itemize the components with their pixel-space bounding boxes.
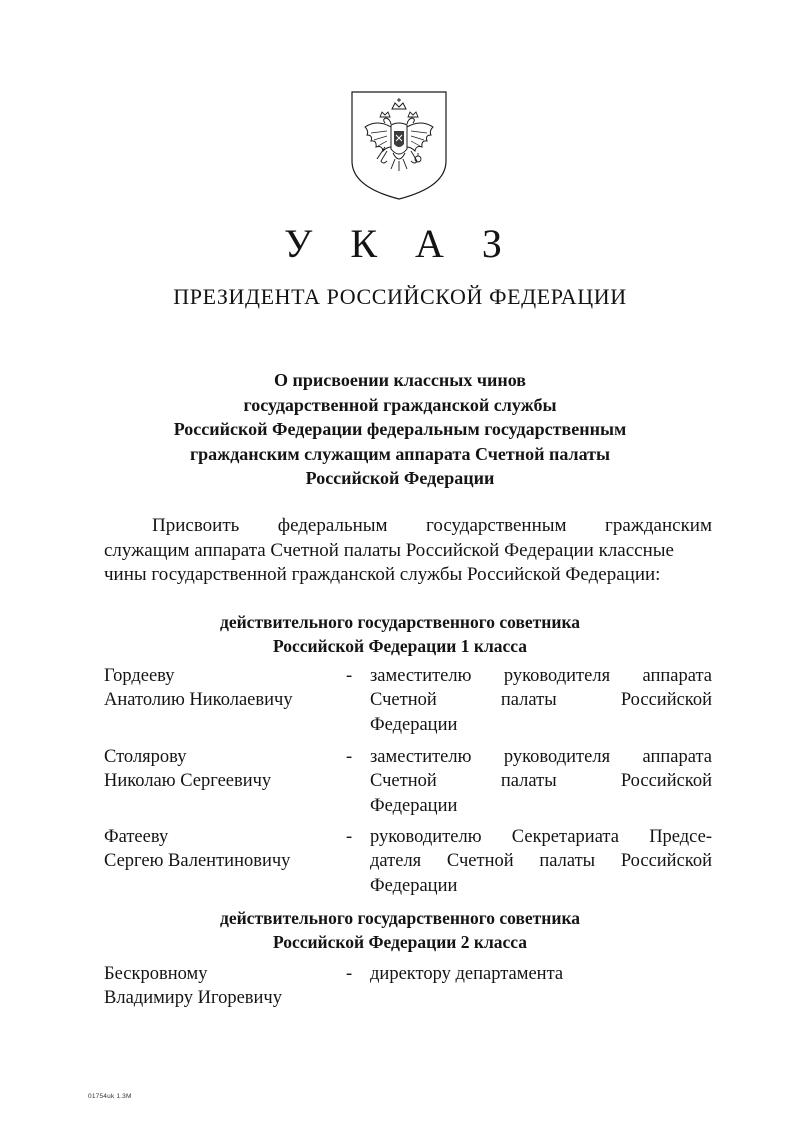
surname: Гордееву bbox=[104, 666, 175, 686]
given-names: Владимиру Игоревичу bbox=[104, 988, 282, 1009]
decree-title: У К А З bbox=[284, 221, 516, 266]
appointee-position bbox=[370, 825, 712, 898]
appointee-position bbox=[370, 962, 712, 986]
heading-line: гражданским служащим аппарата Счетной палаты bbox=[189, 443, 611, 464]
rank-heading-class-2 bbox=[0, 906, 800, 954]
position-line: Счетной палаты Российской bbox=[370, 690, 712, 711]
appointee-position bbox=[370, 745, 712, 818]
rank-heading-line: Российской Федерации 1 класса bbox=[272, 636, 528, 656]
given-names: Сергею Валентиновичу bbox=[104, 851, 291, 872]
appointee-position bbox=[370, 664, 712, 737]
appointee-name bbox=[104, 745, 344, 794]
surname: Бескровному bbox=[104, 964, 208, 984]
intro-paragraph bbox=[104, 514, 712, 588]
position-line: дателя Счетной палаты Российской bbox=[370, 851, 712, 872]
position-line: Счетной палаты Российской bbox=[370, 771, 712, 792]
position-line: руководителю Секретариата Предсе- bbox=[370, 827, 712, 847]
dash: - bbox=[346, 666, 353, 686]
dash: - bbox=[346, 747, 353, 767]
rank-heading-class-1 bbox=[0, 610, 800, 658]
position-line: заместителю руководителя аппарата bbox=[370, 666, 712, 686]
position-line: заместителю руководителя аппарата bbox=[370, 747, 712, 767]
heading-line: Российской Федерации bbox=[305, 468, 495, 489]
intro-line: чины государственной гражданской службы Российской Федерации: bbox=[104, 564, 661, 585]
heading-line: государственной гражданской службы bbox=[243, 394, 557, 415]
appointee-name bbox=[104, 664, 344, 713]
document-code: 01754uk 1.3M bbox=[88, 1093, 132, 1100]
appointee-name bbox=[104, 825, 344, 874]
heading-line: О присвоении классных чинов bbox=[274, 370, 526, 390]
dash: - bbox=[346, 827, 353, 847]
appointee-name bbox=[104, 962, 344, 1011]
rank-heading-line: действительного государственного советника bbox=[219, 908, 581, 928]
rank-heading-line: Российской Федерации 2 класса bbox=[272, 932, 528, 952]
given-names: Анатолию Николаевичу bbox=[104, 690, 293, 711]
decree-heading bbox=[0, 368, 800, 491]
coat-of-arms-icon bbox=[349, 89, 449, 201]
dash: - bbox=[346, 964, 353, 984]
intro-line: служащим аппарата Счетной палаты Российской Федерации классные bbox=[104, 539, 674, 561]
surname: Фатееву bbox=[104, 827, 169, 847]
decree-subtitle: ПРЕЗИДЕНТА РОССИЙСКОЙ ФЕДЕРАЦИИ bbox=[173, 284, 627, 309]
intro-line: Присвоить федеральным государственным гражданским bbox=[152, 515, 712, 536]
surname: Столярову bbox=[104, 747, 187, 767]
position-line: Федерации bbox=[370, 714, 458, 735]
rank-heading-line: действительного государственного советника bbox=[219, 612, 581, 632]
position-line: директору департамента bbox=[370, 964, 564, 984]
given-names: Николаю Сергеевичу bbox=[104, 771, 272, 792]
position-line: Федерации bbox=[370, 795, 458, 816]
heading-line: Российской Федерации федеральным государственным bbox=[173, 419, 627, 440]
position-line: Федерации bbox=[370, 875, 458, 896]
